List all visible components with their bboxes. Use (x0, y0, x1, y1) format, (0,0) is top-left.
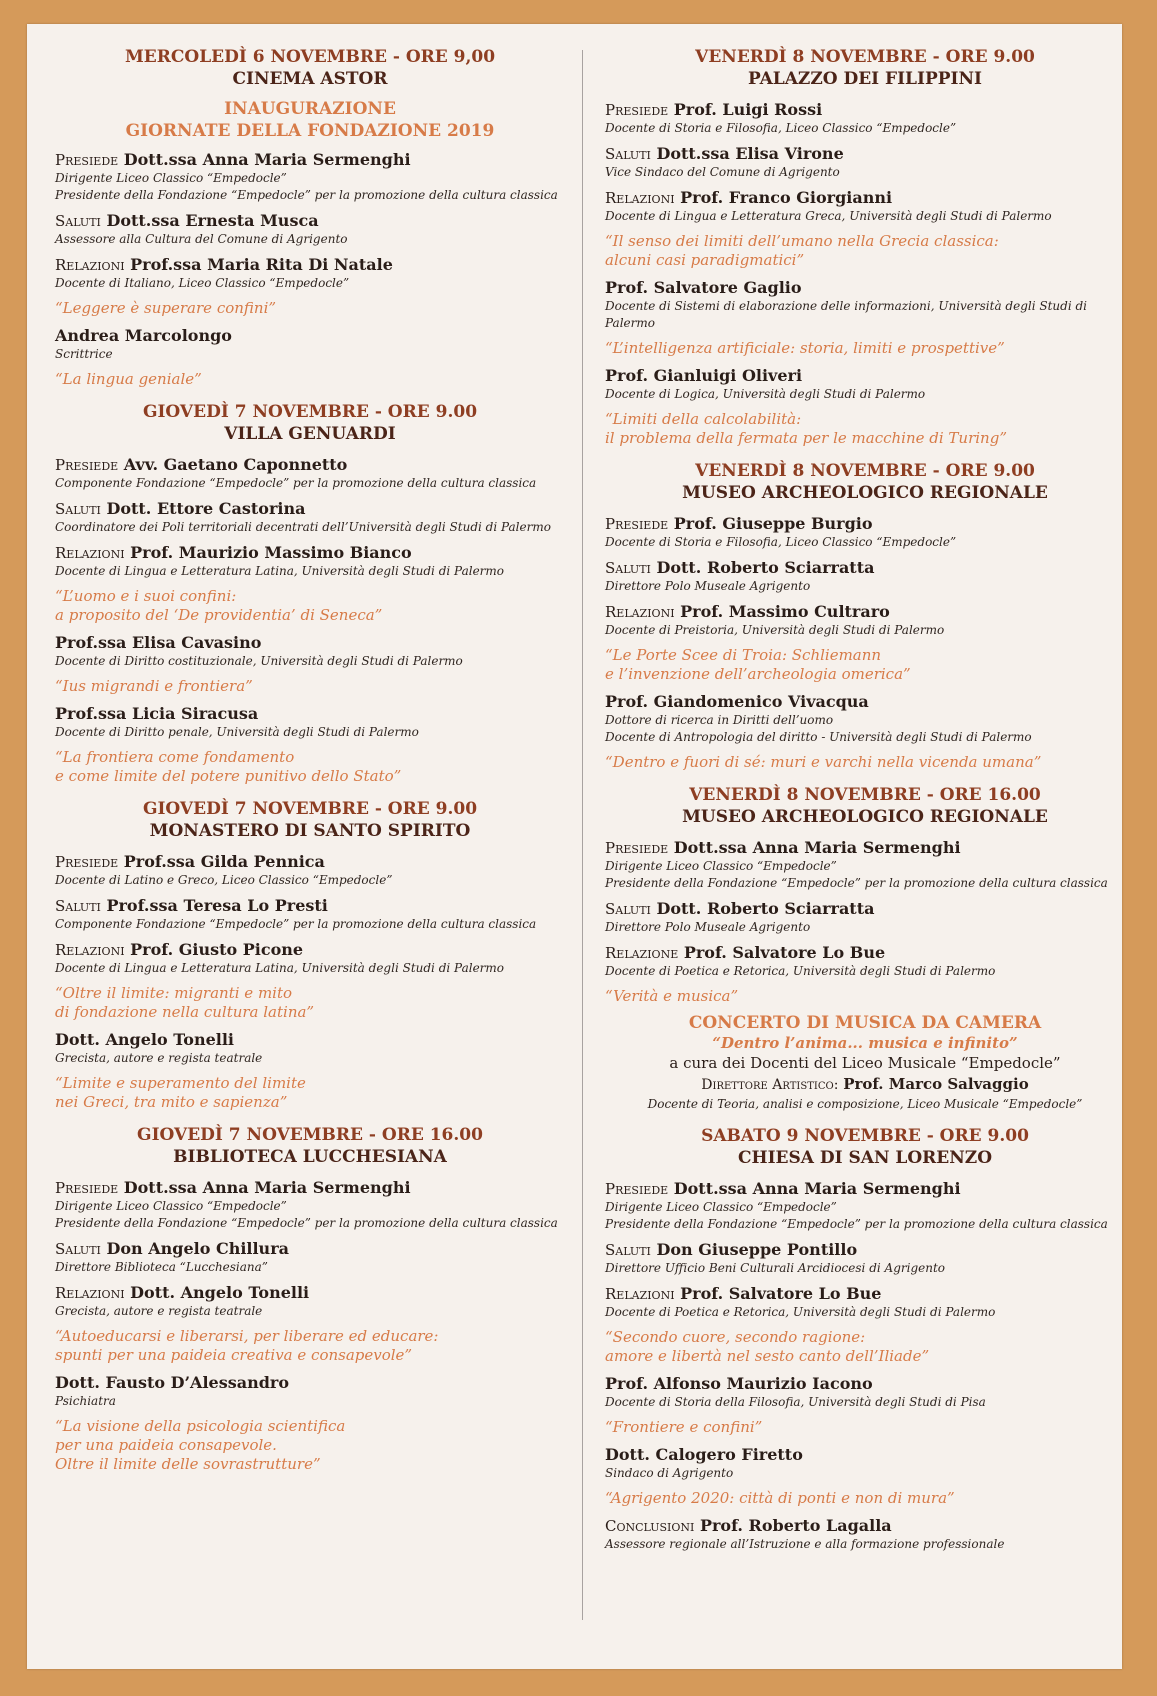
person-desc: Dirigente Liceo Classico “Empedocle” (55, 1199, 287, 1213)
person-name: Prof. Luigi Rossi (673, 100, 823, 119)
role-label: Saluti (605, 1241, 651, 1259)
session-fri-8-museo-morning (605, 460, 1125, 772)
person-desc: Docente di Sistemi di elaborazione delle informazioni, Università degli Studi di Palermo (605, 299, 1088, 330)
program-page (27, 24, 1122, 1669)
relazioni-block (605, 1284, 1125, 1321)
role-label: Presiede (605, 1180, 669, 1198)
person-desc: Docente di Logica, Università degli Studi di Palermo (605, 387, 926, 401)
saluti-block (55, 896, 565, 933)
speaker-block (605, 1445, 1125, 1482)
person-name: Prof. Salvatore Lo Bue (683, 943, 886, 962)
role-label: Relazioni (55, 1284, 125, 1302)
person-name: Prof. Giandomenico Vivacqua (605, 692, 869, 711)
talk-title: “Leggere è superare confini” (55, 299, 277, 317)
relazioni-block (55, 543, 565, 580)
talk-line: “Il senso dei limiti dell’umano nella Grecia classica: (605, 232, 999, 250)
talk-title (605, 232, 1125, 270)
speaker-block (55, 704, 565, 741)
talk-line: a proposito del ‘De providentia’ di Seneca” (55, 606, 383, 624)
person-desc: Docente di Preistoria, Università degli Studi di Palermo (605, 623, 945, 637)
person-desc: Docente di Poetica e Retorica, Università degli Studi di Palermo (605, 1305, 996, 1319)
person-name: Dott.ssa Anna Maria Sermenghi (123, 150, 411, 169)
talk-line: e l’invenzione dell’archeologia omerica” (605, 665, 911, 683)
talk-title (605, 1328, 1125, 1366)
person-name: Prof. Alfonso Maurizio Iacono (605, 1374, 873, 1393)
talk-line: “Limiti della calcolabilità: (605, 410, 802, 428)
person-name: Prof. Gianluigi Oliveri (605, 366, 803, 385)
person-name: Dott.ssa Anna Maria Sermenghi (673, 838, 961, 857)
person-desc: Docente di Antropologia del diritto - Università degli Studi di Palermo (605, 730, 1032, 744)
talk-title: “Ius migrandi e frontiera” (55, 677, 253, 695)
session-venue: MUSEO ARCHEOLOGICO REGIONALE (682, 807, 1048, 827)
speaker-block (605, 692, 1125, 746)
relazioni-block (55, 255, 565, 292)
saluti-block (605, 144, 1125, 181)
person-desc: Docente di Latino e Greco, Liceo Classico “Empedocle” (55, 873, 393, 887)
person-desc: Dottore di ricerca in Diritti dell’uomo (605, 713, 834, 727)
presiede-block (605, 100, 1125, 137)
person-desc: Docente di Lingua e Letteratura Greca, Università degli Studi di Palermo (605, 209, 1052, 223)
person-desc: Presidente della Fondazione “Empedocle” per la promozione della cultura classica (55, 1216, 558, 1230)
saluti-block (55, 211, 565, 248)
person-name: Prof. Roberto Lagalla (699, 1516, 892, 1535)
talk-line: Oltre il limite delle sovrastrutture” (55, 1455, 321, 1473)
talk-title (55, 587, 565, 625)
role-label: Presiede (55, 456, 119, 474)
talk-line: “L’uomo e i suoi confini: (55, 587, 237, 605)
relazioni-block (55, 940, 565, 977)
person-desc: Docente di Diritto costituzionale, Università degli Studi di Palermo (55, 654, 463, 668)
role-label: Saluti (605, 559, 651, 577)
person-desc: Docente di Diritto penale, Università degli Studi di Palermo (55, 725, 419, 739)
role-label: Conclusioni (605, 1517, 695, 1535)
speaker-block (55, 633, 565, 670)
talk-title (55, 984, 565, 1022)
presiede-block (605, 514, 1125, 551)
talk-line: “Limite e superamento del limite (55, 1074, 306, 1092)
talk-line: amore e libertà nel sesto canto dell’Iliade” (605, 1347, 930, 1365)
presiede-block (605, 838, 1125, 892)
right-column (605, 46, 1125, 1565)
talk-line: “La frontiera come fondamento (55, 748, 295, 766)
person-desc: Direttore Ufficio Beni Culturali Arcidiocesi di Agrigento (605, 1261, 946, 1275)
talk-line: di fondazione nella cultura latina” (55, 1003, 315, 1021)
person-name: Prof. Massimo Cultraro (680, 602, 890, 621)
role-label: Presiede (605, 839, 669, 857)
person-name: Prof.ssa Teresa Lo Presti (106, 896, 328, 915)
role-label: Presiede (605, 515, 669, 533)
concert-block (605, 1012, 1125, 1113)
talk-title: “L’intelligenza artificiale: storia, limiti e prospettive” (605, 339, 1005, 357)
session-header (55, 401, 565, 445)
role-label: Relazione (605, 944, 679, 962)
saluti-block (55, 1239, 565, 1276)
talk-line: per una paideia consapevole. (55, 1436, 277, 1454)
session-date: SABATO 9 NOVEMBRE - ORE 9.00 (701, 1126, 1029, 1146)
talk-line: “Autoeducarsi e liberarsi, per liberare ed educare: (55, 1327, 439, 1345)
role-label: Relazioni (55, 544, 125, 562)
talk-line: “Le Porte Scee di Troia: Schliemann (605, 646, 882, 664)
session-date: GIOVEDÌ 7 NOVEMBRE - ORE 16.00 (137, 1125, 483, 1145)
saluti-block (55, 499, 565, 536)
session-venue: MUSEO ARCHEOLOGICO REGIONALE (682, 483, 1048, 503)
concert-curators: a cura dei Docenti del Liceo Musicale “Empedocle” (669, 1054, 1061, 1072)
session-venue: MONASTERO DI SANTO SPIRITO (149, 821, 471, 841)
concert-title: CONCERTO DI MUSICA DA CAMERA (688, 1013, 1042, 1033)
role-label: Relazioni (55, 256, 125, 274)
session-date: GIOVEDÌ 7 NOVEMBRE - ORE 9.00 (142, 799, 478, 819)
session-header (55, 798, 565, 842)
session-venue: CINEMA ASTOR (232, 69, 388, 89)
session-fri-8-filippini (605, 46, 1125, 448)
role-label: Presiede (55, 151, 119, 169)
concert-subtitle: “Dentro l’anima... musica e infinito” (712, 1034, 1018, 1052)
person-desc: Docente di Poetica e Retorica, Università degli Studi di Palermo (605, 964, 996, 978)
talk-title: “Verità e musica” (605, 987, 739, 1005)
session-date: GIOVEDÌ 7 NOVEMBRE - ORE 9.00 (142, 402, 478, 422)
session-date: VENERDÌ 8 NOVEMBRE - ORE 9.00 (695, 47, 1035, 67)
person-name: Dott. Calogero Firetto (605, 1445, 803, 1464)
session-wed-6 (55, 46, 565, 389)
speaker-block (55, 1030, 565, 1067)
person-name: Dott. Roberto Sciarratta (656, 899, 875, 918)
role-label: Relazioni (55, 941, 125, 959)
person-desc: Docente di Lingua e Letteratura Latina, Università degli Studi di Palermo (55, 564, 505, 578)
presiede-block (55, 1178, 565, 1232)
person-name: Dott. Ettore Castorina (106, 499, 306, 518)
role-label: Relazioni (605, 603, 675, 621)
inauguration-line1: INAUGURAZIONE (224, 99, 396, 119)
concert-director (605, 1073, 1125, 1096)
role-label: Saluti (605, 900, 651, 918)
person-name: Dott.ssa Anna Maria Sermenghi (673, 1179, 961, 1198)
talk-line: “Oltre il limite: migranti e mito (55, 984, 293, 1002)
person-desc: Componente Fondazione “Empedocle” per la promozione della cultura classica (55, 917, 537, 931)
talk-title (55, 1417, 565, 1474)
person-desc: Psichiatra (55, 1394, 116, 1408)
speaker-block (55, 326, 565, 363)
relazione-block (605, 943, 1125, 980)
relazioni-block (605, 188, 1125, 225)
session-venue: PALAZZO DEI FILIPPINI (748, 69, 982, 89)
person-desc: Componente Fondazione “Empedocle” per la promozione della cultura classica (55, 476, 537, 490)
person-desc: Sindaco di Agrigento (605, 1466, 734, 1480)
role-label: Saluti (55, 1240, 101, 1258)
person-name: Dott.ssa Ernesta Musca (106, 211, 319, 230)
person-name: Prof.ssa Elisa Cavasino (55, 633, 262, 652)
talk-title (605, 646, 1125, 684)
session-date: VENERDÌ 8 NOVEMBRE - ORE 16.00 (689, 785, 1041, 805)
conclusioni-block (605, 1516, 1125, 1553)
person-desc: Dirigente Liceo Classico “Empedocle” (605, 1200, 837, 1214)
talk-line: e come limite del potere punitivo dello Stato” (55, 767, 402, 785)
left-column (55, 46, 565, 1486)
person-name: Don Giuseppe Pontillo (656, 1240, 858, 1259)
relazioni-block (605, 602, 1125, 639)
person-name: Prof. Salvatore Gaglio (605, 278, 802, 297)
role-label: Relazioni (605, 1285, 675, 1303)
talk-line: nei Greci, tra mito e sapienza” (55, 1093, 288, 1111)
inauguration-line2: GIORNATE DELLA FONDAZIONE 2019 (125, 121, 495, 141)
person-name: Prof. Franco Giorgianni (680, 188, 893, 207)
person-name: Dott. Roberto Sciarratta (656, 558, 875, 577)
role-label: Direttore Artistico: (701, 1077, 839, 1093)
session-header (605, 1125, 1125, 1169)
person-desc: Scrittrice (55, 347, 113, 361)
talk-line: il problema della fermata per le macchine di Turing” (605, 429, 1007, 447)
session-thu-7-monastero (55, 798, 565, 1112)
presiede-block (55, 852, 565, 889)
person-desc: Docente di Italiano, Liceo Classico “Empedocle” (55, 276, 350, 290)
inauguration-title (55, 98, 565, 142)
person-name: Dott.ssa Anna Maria Sermenghi (123, 1178, 411, 1197)
person-desc: Direttore Polo Museale Agrigento (605, 579, 811, 593)
person-desc: Docente di Storia e Filosofia, Liceo Classico “Empedocle” (605, 121, 957, 135)
speaker-block (605, 366, 1125, 403)
talk-title (605, 410, 1125, 448)
person-desc: Coordinatore dei Poli territoriali decentrati dell’Università degli Studi di Palermo (55, 520, 551, 534)
speaker-block (55, 1373, 565, 1410)
role-label: Saluti (55, 500, 101, 518)
person-name: Prof.ssa Gilda Pennica (123, 852, 325, 871)
talk-line: “Secondo cuore, secondo ragione: (605, 1328, 866, 1346)
role-label: Presiede (55, 853, 119, 871)
person-desc: Dirigente Liceo Classico “Empedocle” (605, 859, 837, 873)
person-desc: Vice Sindaco del Comune di Agrigento (605, 165, 840, 179)
session-header (55, 1124, 565, 1168)
person-desc: Dirigente Liceo Classico “Empedocle” (55, 171, 287, 185)
person-name: Prof.ssa Licia Siracusa (55, 704, 259, 723)
relazioni-block (55, 1283, 565, 1320)
session-header (55, 46, 565, 90)
talk-line: spunti per una paideia creativa e consapevole” (55, 1346, 413, 1364)
role-label: Saluti (605, 145, 651, 163)
person-desc: Presidente della Fondazione “Empedocle” per la promozione della cultura classica (55, 188, 558, 202)
session-venue: CHIESA DI SAN LORENZO (737, 1148, 993, 1168)
session-fri-8-museo-afternoon (605, 784, 1125, 1113)
saluti-block (605, 1240, 1125, 1277)
saluti-block (605, 899, 1125, 936)
person-name: Prof. Giusto Picone (130, 940, 304, 959)
presiede-block (605, 1179, 1125, 1233)
speaker-block (605, 1374, 1125, 1411)
role-label: Presiede (605, 101, 669, 119)
session-venue: VILLA GENUARDI (224, 424, 396, 444)
session-date: VENERDÌ 8 NOVEMBRE - ORE 9.00 (695, 461, 1035, 481)
session-thu-7-biblioteca (55, 1124, 565, 1474)
person-desc: Presidente della Fondazione “Empedocle” per la promozione della cultura classica (605, 876, 1108, 890)
person-desc: Grecista, autore e regista teatrale (55, 1304, 263, 1318)
role-label: Relazioni (605, 189, 675, 207)
presiede-block (55, 455, 565, 492)
person-name: Prof. Maurizio Massimo Bianco (130, 543, 412, 562)
person-name: Dott. Angelo Tonelli (130, 1283, 310, 1302)
talk-line: “La visione della psicologia scientifica (55, 1417, 346, 1435)
session-venue: BIBLIOTECA LUCCHESIANA (173, 1147, 447, 1167)
presiede-block (55, 150, 565, 204)
session-thu-7-villa (55, 401, 565, 786)
person-desc: Docente di Lingua e Letteratura Latina, Università degli Studi di Palermo (55, 961, 505, 975)
talk-line: alcuni casi paradigmatici” (605, 251, 805, 269)
person-desc: Direttore Biblioteca “Lucchesiana” (55, 1260, 268, 1274)
session-sat-9 (605, 1125, 1125, 1553)
saluti-block (605, 558, 1125, 595)
person-desc: Presidente della Fondazione “Empedocle” per la promozione della cultura classica (605, 1217, 1108, 1231)
person-desc: Assessore regionale all’Istruzione e alla formazione professionale (605, 1537, 1005, 1551)
person-name: Dott. Angelo Tonelli (55, 1030, 234, 1049)
person-name: Don Angelo Chillura (106, 1239, 289, 1258)
session-header (605, 46, 1125, 90)
person-desc: Assessore alla Cultura del Comune di Agrigento (55, 232, 348, 246)
person-name: Avv. Gaetano Caponnetto (123, 455, 348, 474)
person-name: Prof. Giuseppe Burgio (673, 514, 873, 533)
role-label: Saluti (55, 897, 101, 915)
person-desc: Docente di Storia e Filosofia, Liceo Classico “Empedocle” (605, 535, 957, 549)
talk-title: “Agrigento 2020: città di ponti e non di mura” (605, 1489, 955, 1507)
role-label: Presiede (55, 1179, 119, 1197)
person-name: Andrea Marcolongo (55, 326, 232, 345)
role-label: Saluti (55, 212, 101, 230)
person-desc: Grecista, autore e regista teatrale (55, 1051, 263, 1065)
person-desc: Docente di Storia della Filosofia, Università degli Studi di Pisa (605, 1395, 986, 1409)
talk-title (55, 1074, 565, 1112)
person-name: Prof.ssa Maria Rita Di Natale (130, 255, 393, 274)
session-header (605, 460, 1125, 504)
person-desc: Direttore Polo Museale Agrigento (605, 920, 811, 934)
person-name: Dott. Fausto D’Alessandro (55, 1373, 290, 1392)
session-header (605, 784, 1125, 828)
person-name: Dott.ssa Elisa Virone (656, 144, 844, 163)
talk-title (55, 748, 565, 786)
person-name: Prof. Marco Salvaggio (843, 1075, 1029, 1093)
talk-title: “Dentro e fuori di sé: muri e varchi nella vicenda umana” (605, 753, 1042, 771)
speaker-block (605, 278, 1125, 332)
talk-title: “Frontiere e confini” (605, 1418, 763, 1436)
talk-title (55, 1327, 565, 1365)
person-name: Prof. Salvatore Lo Bue (680, 1284, 882, 1303)
session-date: MERCOLEDÌ 6 NOVEMBRE - ORE 9,00 (124, 47, 496, 67)
person-desc: Docente di Teoria, analisi e composizione, Liceo Musicale “Empedocle” (647, 1097, 1083, 1111)
column-divider (582, 50, 583, 1620)
talk-title: “La lingua geniale” (55, 370, 202, 388)
